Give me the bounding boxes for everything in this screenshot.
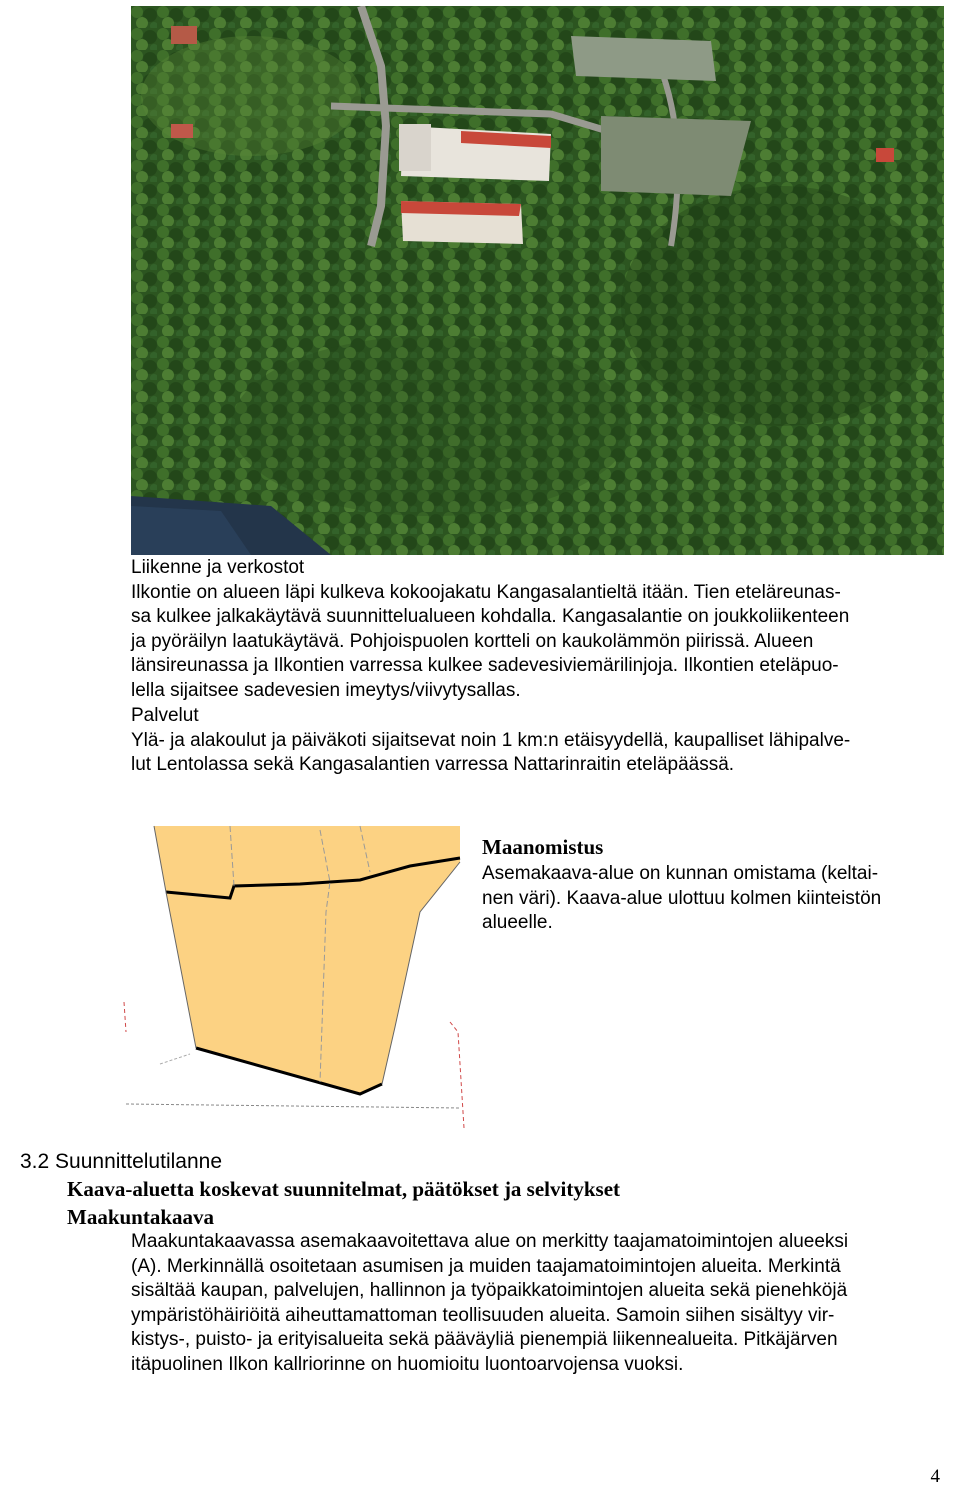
maakuntakaava-line-4: ympäristöhäiriöitä aiheuttamattoman teollisuuden alueita. Samoin siihen sisältyy vir- <box>131 1304 835 1326</box>
liikenne-line-3: ja pyöräilyn laatukäytävä. Pohjoispuolen kortteli on kaukolämmön piirissä. Alueen <box>131 630 814 652</box>
ownership-map <box>120 822 466 1128</box>
subheading-kaava-aluetta: Kaava-aluetta koskevat suunnitelmat, päätökset ja selvitykset <box>67 1177 621 1201</box>
maanomistus-line-1: Asemakaava-alue on kunnan omistama (keltai- <box>482 863 879 884</box>
liikenne-line-4: länsireunassa ja Ilkontien varressa kulkee sadevesiviemärilinjoja. Ilkontien eteläpuo- <box>131 655 839 677</box>
maakuntakaava-line-3: sisältää kaupan, palvelujen, hallinnon ja työpaikkatoimintojen alueita sekä pienehköjä <box>131 1280 848 1302</box>
aerial-photo-graphic <box>131 6 944 555</box>
subheading-maakuntakaava: Maakuntakaava <box>67 1205 215 1229</box>
maakuntakaava-body <box>131 1230 959 1378</box>
maanomistus-title: Maanomistus <box>482 835 604 859</box>
maakuntakaava-line-2: (A). Merkinnällä osoitetaan asumisen ja muiden taajamatoimintojen alueita. Merkintä <box>131 1255 841 1277</box>
liikenne-line-1: Ilkontie on alueen läpi kulkeva kokoojakatu Kangasalantieltä itään. Tien eteläreunas- <box>131 581 841 603</box>
liikenne-title: Liikenne ja verkostot <box>131 557 305 578</box>
page-number: 4 <box>930 1466 940 1487</box>
palvelut-section <box>131 704 959 778</box>
aerial-photo <box>131 6 944 555</box>
liikenne-section <box>131 556 959 704</box>
maanomistus-section <box>482 834 952 936</box>
liikenne-line-2: sa kulkee jalkakäytävä suunnittelualueen kohdalla. Kangasalantie on joukkoliikenteen <box>131 606 850 628</box>
palvelut-line-2: lut Lentolassa sekä Kangasalantien varressa Nattarinraitin eteläpäässä. <box>131 754 735 776</box>
liikenne-line-5: lella sijaitsee sadevesien imeytys/viivytysallas. <box>131 679 521 701</box>
palvelut-line-1: Ylä- ja alakoulut ja päiväkoti sijaitsevat noin 1 km:n etäisyydellä, kaupalliset lähipalve- <box>131 729 851 751</box>
maanomistus-line-3: alueelle. <box>482 912 553 934</box>
maanomistus-line-2: nen väri). Kaava-alue ulottuu kolmen kiinteistön <box>482 887 882 909</box>
section-title: 3.2 Suunnittelutilanne <box>20 1150 222 1173</box>
maakuntakaava-line-5: kistys-, puisto- ja erityisalueita sekä pääväyliä pienempiä liikennealueita. Pitkäjärven <box>131 1329 838 1351</box>
ownership-map-graphic <box>120 822 466 1128</box>
maakuntakaava-line-1: Maakuntakaavassa asemakaavoitettava alue on merkitty taajamatoimintojen alueeksi <box>131 1231 849 1252</box>
palvelut-title: Palvelut <box>131 705 199 726</box>
maakuntakaava-line-6: itäpuolinen Ilkon kallriorinne on huomioitu luontoarvojensa vuoksi. <box>131 1353 684 1375</box>
